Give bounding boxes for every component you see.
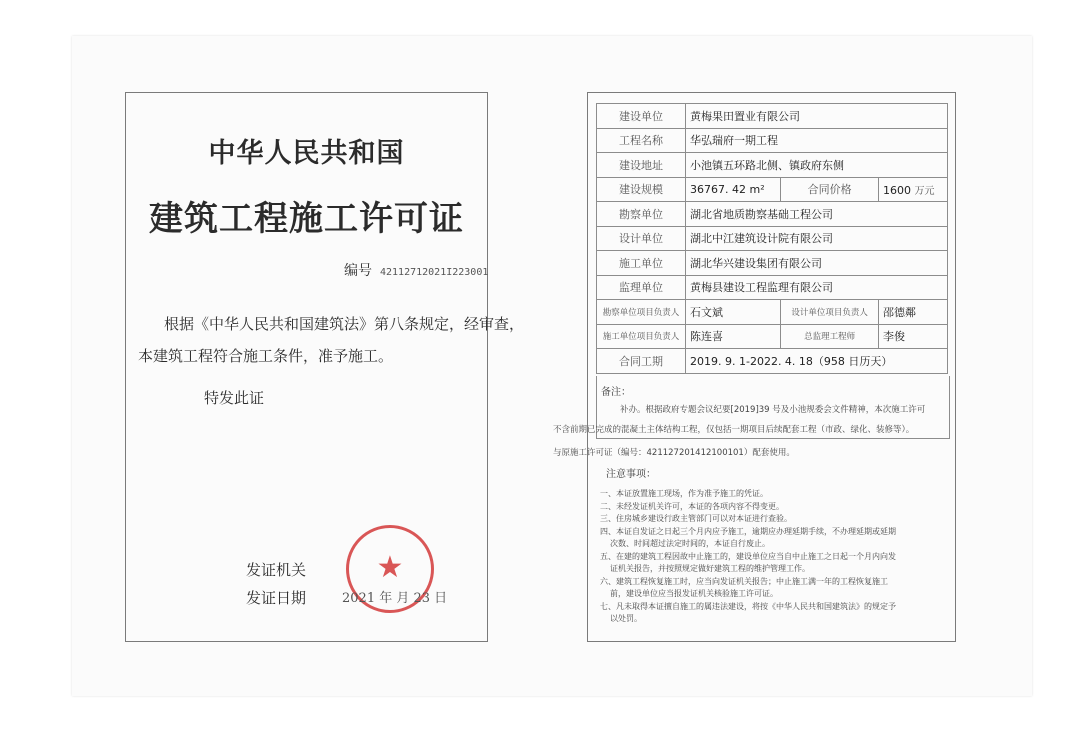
list-item: 四、本证自发证之日起三个月内应予施工，逾期应办理延期手续，不办理延期或延期 <box>600 526 896 536</box>
table-row <box>597 153 948 178</box>
table-row <box>597 128 948 153</box>
special-issue-text: 特发此证 <box>204 389 265 407</box>
body-text-line2: 本建筑工程符合施工条件，准予施工。 <box>138 347 394 365</box>
table-row <box>597 104 948 129</box>
row-value: 黄梅果田置业有限公司 <box>686 104 948 129</box>
row-value: 湖北省地质勘察基础工程公司 <box>686 202 948 227</box>
price-unit: 万元 <box>914 185 935 197</box>
row-value: 湖北华兴建设集团有限公司 <box>686 251 948 276</box>
notes-line: 与原施工许可证（编号：421127201412100101）配套使用。 <box>553 448 795 458</box>
row-label: 建设单位 <box>597 104 686 129</box>
period-value: 2019. 9. 1-2022. 4. 18（958 日历天） <box>686 349 948 374</box>
row-label: 设计单位 <box>597 226 686 251</box>
table-row <box>597 226 948 251</box>
row-label: 施工单位 <box>597 251 686 276</box>
list-item: 五、在建的建筑工程因故中止施工的，建设单位应当自中止施工之日起一个月内向发 <box>600 551 896 561</box>
notes-title: 备注： <box>601 387 631 398</box>
body-text-line1: 根据《中华人民共和国建筑法》第八条规定，经审查， <box>164 315 525 333</box>
scale-value: 36767. 42 m² <box>686 177 781 202</box>
list-item: 前，建设单位应当报发证机关核验施工许可证。 <box>610 589 778 598</box>
list-item: 七、凡未取得本证擅自施工的属违法建设，将按《中华人民共和国建筑法》的规定予 <box>600 601 896 611</box>
design-head-value: 邵德鄰 <box>878 300 947 325</box>
list-item: 以处罚。 <box>610 614 642 623</box>
price-value: 1600 <box>882 183 911 197</box>
price-cell <box>878 177 947 202</box>
attention-title: 注意事项： <box>606 469 656 480</box>
design-head-label: 设计单位项目负责人 <box>781 300 879 325</box>
chief-supervisor-value: 李俊 <box>878 324 947 349</box>
price-label: 合同价格 <box>781 177 879 202</box>
certificate-title: 建筑工程施工许可证 <box>149 199 464 239</box>
notes-line: 不含前期已完成的混凝土主体结构工程，仅包括一期项目后续配套工程（市政、绿化、装修等）。 <box>553 425 915 435</box>
table-row <box>597 177 948 202</box>
list-item: 二、未经发证机关许可，本证的各项内容不得变更。 <box>600 501 784 511</box>
table-row <box>597 324 948 349</box>
survey-head-value: 石文斌 <box>686 300 781 325</box>
serial-label: 编号 <box>344 263 372 279</box>
row-label: 监理单位 <box>597 275 686 300</box>
list-item: 六、建筑工程恢复施工时，应当向发证机关报告；中止施工满一年的工程恢复施工 <box>600 576 888 586</box>
issue-date-value: 2021 年 月 23 日 <box>342 591 448 606</box>
seal-star-icon: ★ <box>376 550 404 585</box>
issuer-label: 发证机关 <box>246 561 307 579</box>
serial-value: 42112712021I223001 <box>380 267 489 278</box>
list-item: 一、本证放置施工现场，作为准予施工的凭证。 <box>600 489 768 498</box>
list-item: 三、住房城乡建设行政主管部门可以对本证进行查验。 <box>600 514 792 523</box>
survey-head-label: 勘察单位项目负责人 <box>597 300 686 325</box>
project-info-table <box>596 103 948 374</box>
attention-list <box>600 488 948 626</box>
row-label: 勘察单位 <box>597 202 686 227</box>
construct-head-label: 施工单位项目负责人 <box>597 324 686 349</box>
list-item: 证机关报告，并按照规定做好建筑工程的维护管理工作。 <box>610 564 810 573</box>
row-value: 湖北中江建筑设计院有限公司 <box>686 226 948 251</box>
row-label: 建设地址 <box>597 153 686 178</box>
construct-head-value: 陈连喜 <box>686 324 781 349</box>
table-row <box>597 300 948 325</box>
table-row <box>597 349 948 374</box>
row-label: 工程名称 <box>597 128 686 153</box>
row-value: 小池镇五环路北侧、镇政府东侧 <box>686 153 948 178</box>
table-row <box>597 275 948 300</box>
row-value: 华弘瑞府一期工程 <box>686 128 948 153</box>
scale-label: 建设规模 <box>597 177 686 202</box>
notes-line: 补办。根据政府专题会议纪要[2019]39 号及小池规委会文件精神，本次施工许可 <box>620 405 926 415</box>
list-item: 次数、时间超过法定时间的，本证自行废止。 <box>610 539 770 548</box>
chief-supervisor-label: 总监理工程师 <box>781 324 879 349</box>
issue-date-label: 发证日期 <box>246 589 307 607</box>
serial-number <box>344 260 488 280</box>
country-title: 中华人民共和国 <box>208 138 405 169</box>
certificate-left-panel <box>125 92 525 642</box>
period-label: 合同工期 <box>597 349 686 374</box>
table-row <box>597 251 948 276</box>
row-value: 黄梅县建设工程监理有限公司 <box>686 275 948 300</box>
table-row <box>597 202 948 227</box>
